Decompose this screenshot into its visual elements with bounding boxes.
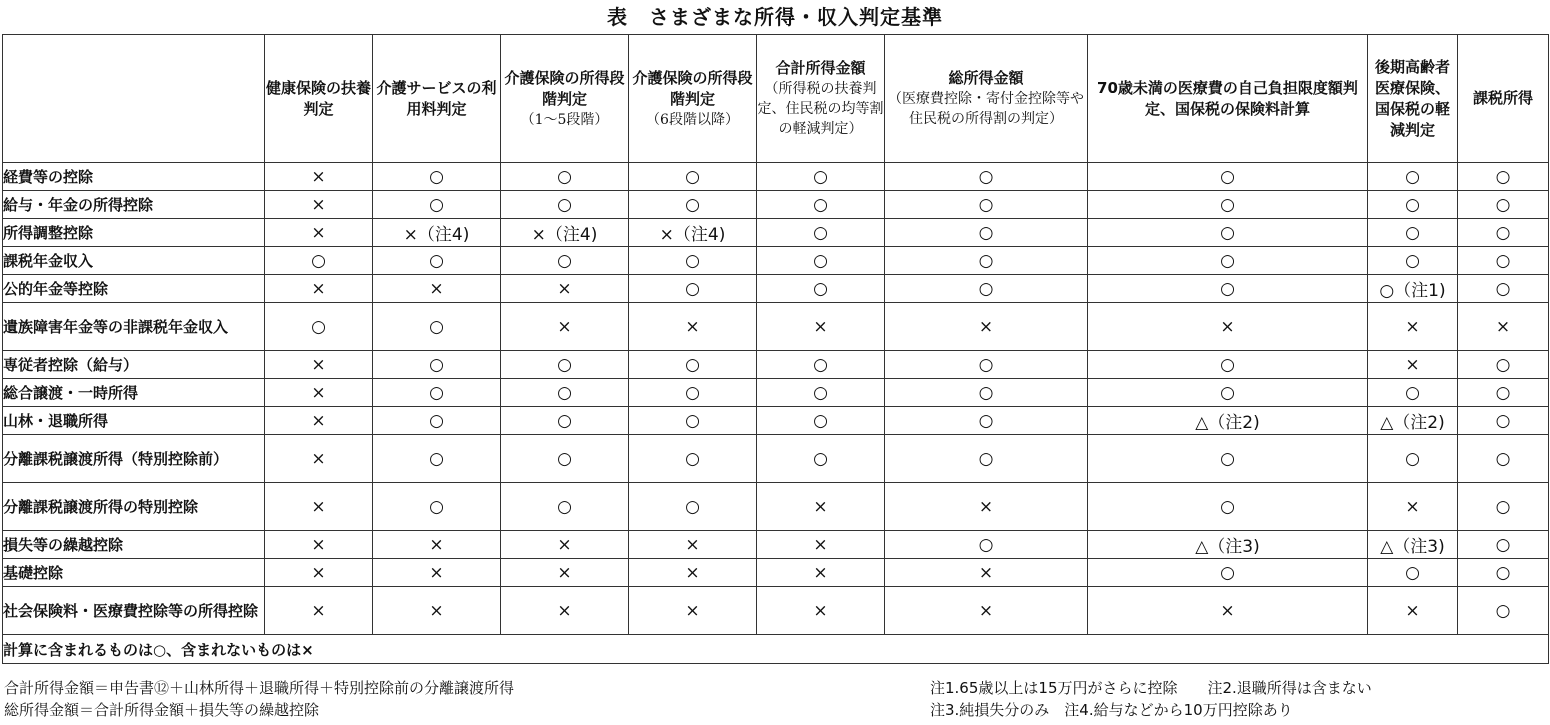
table-cell: ○ — [629, 407, 757, 435]
note-line: 総所得金額＝合計所得金額＋損失等の繰越控除 — [4, 701, 320, 719]
table-cell: ○ — [373, 379, 501, 407]
table-cell: × — [757, 303, 885, 351]
table-cell: ○ — [885, 351, 1088, 379]
row-label: 遺族障害年金等の非課税年金収入 — [3, 303, 265, 351]
column-header: 70歳未満の医療費の自己負担限度額判定、国保税の保険料計算 — [1088, 35, 1368, 163]
table-cell: × — [757, 531, 885, 559]
table-cell: ○ — [501, 379, 629, 407]
table-cell: × — [265, 163, 373, 191]
table-cell: × — [629, 559, 757, 587]
table-cell: × — [265, 559, 373, 587]
row-label: 給与・年金の所得控除 — [3, 191, 265, 219]
table-cell: ○ — [1088, 275, 1368, 303]
table-cell: ×（注4) — [629, 219, 757, 247]
table-cell: ○ — [629, 483, 757, 531]
table-cell: ○ — [629, 435, 757, 483]
legend-footer: 計算に含まれるものは○、含まれないものは× — [3, 635, 1549, 664]
table-cell: ○ — [1458, 483, 1549, 531]
table-cell: ○ — [501, 351, 629, 379]
table-cell: ○ — [1088, 379, 1368, 407]
column-header: 健康保険の扶養判定 — [265, 35, 373, 163]
table-cell: × — [265, 587, 373, 635]
table-cell: ○ — [501, 163, 629, 191]
table-cell: ○（注1) — [1368, 275, 1458, 303]
table-cell: × — [1458, 303, 1549, 351]
table-cell: ○ — [1368, 163, 1458, 191]
table-cell: ○ — [629, 275, 757, 303]
table-cell: ○ — [757, 351, 885, 379]
table-cell: × — [265, 219, 373, 247]
table-cell: ○ — [1088, 435, 1368, 483]
table-row — [3, 191, 1549, 219]
table-cell: × — [629, 531, 757, 559]
row-label: 総合譲渡・一時所得 — [3, 379, 265, 407]
table-row — [3, 351, 1549, 379]
table-cell: ○ — [373, 435, 501, 483]
table-cell: ○ — [1088, 559, 1368, 587]
table-row — [3, 379, 1549, 407]
table-row — [3, 219, 1549, 247]
table-cell: ○ — [501, 407, 629, 435]
table-cell: × — [885, 303, 1088, 351]
table-row — [3, 559, 1549, 587]
table-cell: ○ — [1088, 247, 1368, 275]
row-label: 分離課税譲渡所得の特別控除 — [3, 483, 265, 531]
row-label: 課税年金収入 — [3, 247, 265, 275]
table-cell: × — [1088, 587, 1368, 635]
row-label: 公的年金等控除 — [3, 275, 265, 303]
table-cell: × — [1368, 587, 1458, 635]
income-criteria-table — [2, 34, 1549, 664]
table-cell: ○ — [885, 531, 1088, 559]
table-cell: × — [265, 191, 373, 219]
table-cell: × — [265, 275, 373, 303]
table-cell: ○ — [1088, 163, 1368, 191]
table-cell: ○ — [757, 275, 885, 303]
table-cell: ○ — [1458, 435, 1549, 483]
column-header: 後期高齢者医療保険、国保税の軽減判定 — [1368, 35, 1458, 163]
table-cell: ○ — [885, 275, 1088, 303]
table-cell: × — [373, 587, 501, 635]
table-cell: △（注2) — [1368, 407, 1458, 435]
table-cell: × — [501, 275, 629, 303]
table-cell: ○ — [501, 191, 629, 219]
table-cell: ○ — [1458, 587, 1549, 635]
table-cell: ○ — [629, 191, 757, 219]
table-row — [3, 483, 1549, 531]
table-row — [3, 531, 1549, 559]
table-cell: × — [1368, 483, 1458, 531]
table-cell: ○ — [265, 247, 373, 275]
table-cell: ○ — [629, 379, 757, 407]
table-cell: × — [1368, 351, 1458, 379]
table-cell: ○ — [1368, 559, 1458, 587]
table-cell: ○ — [885, 247, 1088, 275]
table-cell: ○ — [757, 407, 885, 435]
table-cell: ○ — [1368, 435, 1458, 483]
notes-right — [930, 677, 1372, 721]
table-cell: × — [373, 531, 501, 559]
table-cell: × — [885, 483, 1088, 531]
table-cell: ○ — [757, 219, 885, 247]
table-row — [3, 435, 1549, 483]
table-cell: ○ — [1368, 219, 1458, 247]
table-cell: ○ — [373, 247, 501, 275]
table-cell: ○ — [885, 407, 1088, 435]
table-cell: × — [757, 483, 885, 531]
table-cell: ○ — [1458, 407, 1549, 435]
table-cell: ○ — [1368, 191, 1458, 219]
table-cell: × — [1368, 303, 1458, 351]
table-cell: ○ — [373, 163, 501, 191]
note-line: 注1.65歳以上は15万円がさらに控除 注2.退職所得は含まない — [930, 679, 1372, 697]
table-cell: × — [629, 587, 757, 635]
column-header: 課税所得 — [1458, 35, 1549, 163]
table-cell: ○ — [1458, 275, 1549, 303]
table-row — [3, 163, 1549, 191]
table-cell: ○ — [885, 435, 1088, 483]
table-row — [3, 587, 1549, 635]
row-label: 経費等の控除 — [3, 163, 265, 191]
table-cell: × — [1088, 303, 1368, 351]
table-cell: ○ — [629, 247, 757, 275]
notes-left — [4, 677, 514, 721]
table-cell: ○ — [885, 163, 1088, 191]
table-cell: × — [265, 351, 373, 379]
table-cell: × — [629, 303, 757, 351]
column-header: 総所得金額 （医療費控除・寄付金控除等や住民税の所得割の判定） — [885, 35, 1088, 163]
table-cell: ○ — [1088, 191, 1368, 219]
table-cell: ○ — [1088, 351, 1368, 379]
column-header: 合計所得金額 （所得税の扶養判定、住民税の均等割の軽減判定） — [757, 35, 885, 163]
column-header: 介護保険の所得段階判定 （6段階以降） — [629, 35, 757, 163]
table-cell: ○ — [1088, 219, 1368, 247]
table-cell: ○ — [1088, 483, 1368, 531]
table-row — [3, 247, 1549, 275]
row-label: 分離課税譲渡所得（特別控除前） — [3, 435, 265, 483]
table-cell: ○ — [373, 351, 501, 379]
table-row — [3, 407, 1549, 435]
table-cell: ○ — [373, 483, 501, 531]
table-cell: × — [885, 587, 1088, 635]
table-cell: ○ — [373, 303, 501, 351]
table-cell: ×（注4) — [501, 219, 629, 247]
table-cell: × — [265, 379, 373, 407]
table-cell: × — [373, 275, 501, 303]
table-cell: ○ — [1458, 531, 1549, 559]
table-cell: × — [501, 303, 629, 351]
table-cell: ○ — [1458, 559, 1549, 587]
table-cell: × — [373, 559, 501, 587]
header-blank-cell — [3, 35, 265, 163]
row-label: 基礎控除 — [3, 559, 265, 587]
table-cell: ○ — [1458, 247, 1549, 275]
table-cell: × — [885, 559, 1088, 587]
table-cell: ○ — [1368, 379, 1458, 407]
table-cell: ○ — [373, 191, 501, 219]
table-cell: ○ — [757, 379, 885, 407]
table-cell: △（注3) — [1368, 531, 1458, 559]
table-cell: △（注2) — [1088, 407, 1368, 435]
table-title: 表 さまざまな所得・収入判定基準 — [607, 5, 943, 29]
table-cell: ○ — [1458, 219, 1549, 247]
table-cell: ○ — [757, 191, 885, 219]
table-cell: ○ — [757, 247, 885, 275]
table-cell: ○ — [1368, 247, 1458, 275]
row-label: 所得調整控除 — [3, 219, 265, 247]
note-line: 注3.純損失分のみ 注4.給与などから10万円控除あり — [930, 701, 1293, 719]
table-cell: × — [757, 587, 885, 635]
table-cell: ○ — [885, 219, 1088, 247]
row-label: 専従者控除（給与） — [3, 351, 265, 379]
table-cell: × — [265, 407, 373, 435]
table-row — [3, 303, 1549, 351]
row-label: 山林・退職所得 — [3, 407, 265, 435]
table-cell: ○ — [1458, 379, 1549, 407]
table-cell: ○ — [629, 163, 757, 191]
table-cell: × — [501, 531, 629, 559]
table-cell: △（注3) — [1088, 531, 1368, 559]
table-cell: × — [265, 531, 373, 559]
table-cell: ○ — [265, 303, 373, 351]
table-cell: ○ — [629, 351, 757, 379]
row-label: 社会保険料・医療費控除等の所得控除 — [3, 587, 265, 635]
row-label: 損失等の繰越控除 — [3, 531, 265, 559]
table-cell: ○ — [1458, 163, 1549, 191]
table-cell: × — [265, 483, 373, 531]
table-cell: ×（注4) — [373, 219, 501, 247]
table-cell: ○ — [757, 163, 885, 191]
table-cell: ○ — [885, 379, 1088, 407]
note-line: 合計所得金額＝申告書⑫＋山林所得＋退職所得＋特別控除前の分離譲渡所得 — [4, 679, 515, 697]
table-cell: ○ — [1458, 351, 1549, 379]
table-cell: × — [757, 559, 885, 587]
table-cell: ○ — [1458, 191, 1549, 219]
table-cell: × — [265, 435, 373, 483]
table-cell: × — [501, 587, 629, 635]
table-cell: ○ — [501, 435, 629, 483]
table-cell: ○ — [501, 483, 629, 531]
table-row — [3, 275, 1549, 303]
column-header: 介護サービスの利用料判定 — [373, 35, 501, 163]
table-cell: ○ — [757, 435, 885, 483]
table-cell: ○ — [373, 407, 501, 435]
table-cell: × — [501, 559, 629, 587]
table-cell: ○ — [501, 247, 629, 275]
column-header: 介護保険の所得段階判定 （1～5段階） — [501, 35, 629, 163]
table-cell: ○ — [885, 191, 1088, 219]
